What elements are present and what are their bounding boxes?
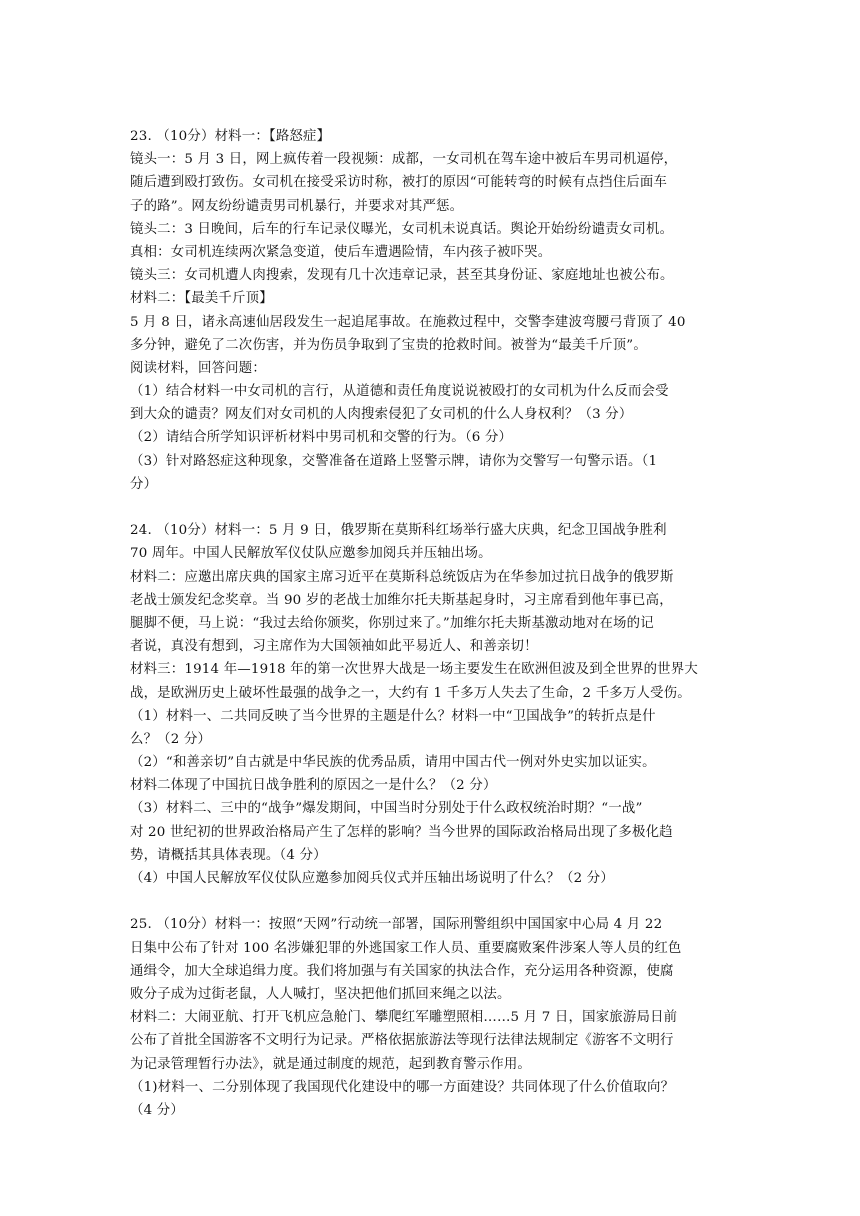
question-23 [130, 125, 740, 496]
q25-line: 日集中公布了针对 100 名涉嫌犯罪的外逃国家工作人员、重要腐败案件涉案人等人员的红色 [130, 940, 682, 956]
q23-subquestion: （2）请结合所学知识评析材料中男司机和交警的行为。（6 分） [130, 430, 513, 446]
q25-subquestion: （1)材料一、二分别体现了我国现代化建设中的哪一方面建设？共同体现了什么价值取向？ [130, 1079, 675, 1095]
q23-subquestion: （1）结合材料一中女司机的言行，从道德和责任角度说说被殴打的女司机为什么反而会受 [130, 384, 669, 400]
q24-line: 材料三：1914 年—1918 年的第一次世界大战是一场主要发生在欧洲但波及到全世界的世界大 [130, 662, 698, 678]
q23-line: 镜头二：3 日晚间，后车的行车记录仪曝光，女司机未说真话。舆论开始纷纷谴责女司机。 [130, 221, 674, 237]
q24-line: 对 20 世纪初的世界政治格局产生了怎样的影响？当今世界的国际政治格局出现了多极化趋 [130, 824, 673, 840]
q23-line: 真相：女司机连续两次紧急变道，使后车遭遇险情，车内孩子被吓哭。 [130, 244, 552, 260]
q24-line: 材料二：应邀出席庆典的国家主席习近平在莫斯科总统饭店为在华参加过抗日战争的俄罗斯 [130, 569, 674, 585]
q25-line: 为记录管理暂行办法》，就是通过制度的规范，起到教育警示作用。 [130, 1056, 532, 1072]
q25-line: 败分子成为过街老鼠，人人喊打，坚决把他们抓回来绳之以法。 [130, 986, 511, 1002]
q23-line: 5 月 8 日，诸永高速仙居段发生一起追尾事故。在施救过程中，交警李建波弯腰弓背顶了 40 [130, 314, 686, 330]
q24-header: 24. （10分）材料一：5 月 9 日，俄罗斯在莫斯科红场举行盛大庆典，纪念卫国战争胜利 [130, 523, 667, 539]
q23-line: 材料二：【最美千斤顶】 [130, 291, 273, 307]
q23-line: 子的路”。网友纷纷谴责男司机暴行，并要求对其严惩。 [130, 198, 464, 214]
q24-line: 者说，真没有想到，习主席作为大国领袖如此平易近人、和善亲切！ [130, 639, 538, 655]
q24-subquestion: （3）材料二、三中的“战争”爆发期间，中国当时分别处于什么政权统治时期？“一战” [130, 801, 643, 817]
q23-line: 多分钟，避免了二次伤害，并为伤员争取到了宝贵的抢救时间。被誉为“最美千斤顶”。 [130, 337, 647, 353]
q23-header: 23. （10分）材料一：【路怒症】 [130, 129, 331, 144]
q23-subquestion: （3）针对路怒症这种现象，交警准备在道路上竖警示牌，请你为交警写一句警示语。（1 [130, 453, 658, 469]
q23-line: 镜头一：5 月 3 日，网上疯传着一段视频：成都，一女司机在驾车途中被后车男司机逼停， [130, 152, 678, 168]
q24-subquestion: （1）材料一、二共同反映了当今世界的主题是什么？材料一中“卫国战争”的转折点是什 [130, 708, 656, 724]
q24-line: 材料二体现了中国抗日战争胜利的原因之一是什么？（2 分） [130, 778, 497, 794]
q25-line: 通缉令，加大全球追缉力度。我们将加强与有关国家的执法合作，充分运用各种资源，使腐 [130, 963, 674, 979]
q23-line: 随后遭到殴打致伤。女司机在接受采访时称，被打的原因“可能转弯的时候有点挡住后面车 [130, 175, 668, 191]
q25-line: 公布了首批全国游客不文明行为记录。严格依据旅游法等现行法律法规制定《游客不文明行 [130, 1033, 674, 1049]
q24-subquestion: （4）中国人民解放军仪仗队应邀参加阅兵仪式并压轴出场说明了什么？（2 分） [130, 871, 614, 886]
q24-subquestion: （2）“和善亲切”自古就是中华民族的优秀品质，请用中国古代一例对外史实加以证实。 [130, 755, 656, 771]
q24-line: 腿脚不便，马上说：“我过去给你颁奖，你别过来了。”加维尔托夫斯基激动地对在场的记 [130, 615, 654, 631]
q24-line: 70 周年。中国人民解放军仪仗队应邀参加阅兵并压轴出场。 [130, 546, 492, 562]
q25-header: 25. （10分）材料一：按照“天网”行动统一部署，国际刑警组织中国国家中心局 4 月 22 [130, 917, 663, 933]
spacer [130, 496, 740, 519]
q24-line: 么？（2 分） [130, 731, 212, 747]
q25-line: （4 分） [130, 1102, 184, 1118]
question-24 [130, 519, 740, 890]
q23-line: 阅读材料，回答问题： [130, 360, 266, 376]
q24-line: 老战士颁发纪念奖章。当 90 岁的老战士加维尔托夫斯基起身时，习主席看到他年事已高， [130, 592, 673, 608]
q23-line: 镜头三：女司机遭人肉搜索，发现有几十次违章记录，甚至其身份证、家庭地址也被公布。 [130, 268, 674, 284]
question-25 [130, 913, 740, 1122]
exam-page [130, 125, 740, 1122]
q24-line: 战，是欧洲历史上破坏性最强的战争之一，大约有 1 千多万人失去了生命，2 千多万人受伤。 [130, 685, 691, 701]
q23-line: 分） [130, 476, 158, 492]
q24-line: 势，请概括其具体表现。（4 分） [130, 847, 327, 863]
spacer [130, 890, 740, 913]
q25-line: 材料二：大闹亚航、打开飞机应急舱门、攀爬红军雕塑照相……5 月 7 日，国家旅游局日前 [130, 1010, 678, 1026]
q23-line: 到大众的谴责？网友们对女司机的人肉搜索侵犯了女司机的什么人身权利？（3 分） [130, 407, 633, 423]
